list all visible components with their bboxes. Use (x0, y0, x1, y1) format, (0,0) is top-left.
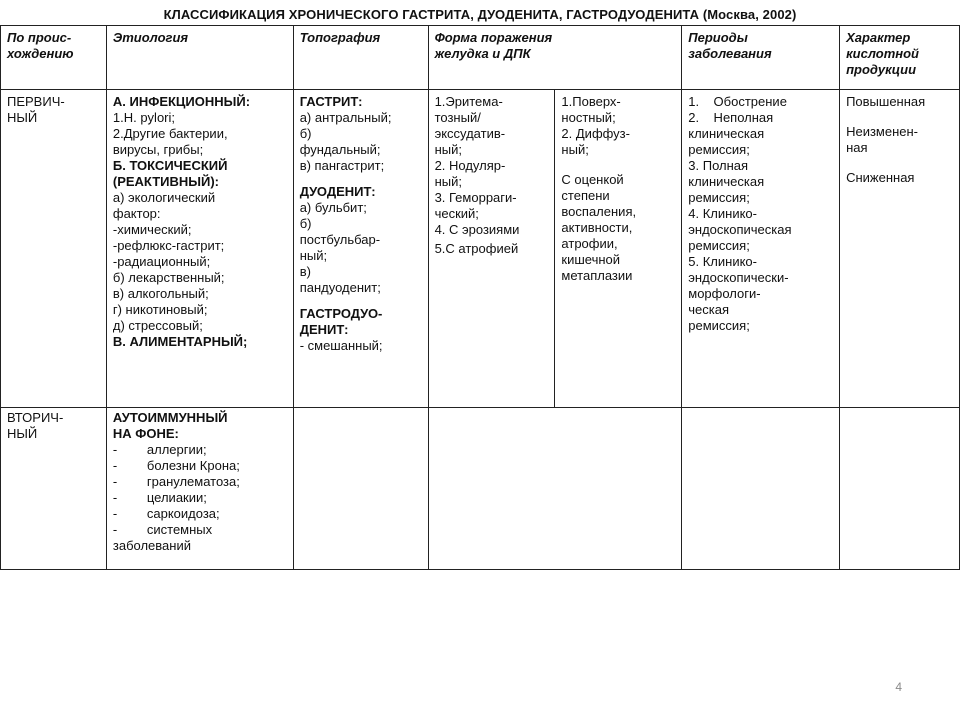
title-year: (Москва, 2002) (702, 7, 797, 22)
secondary-periods-cell (682, 408, 840, 570)
primary-etiology-cell: А. ИНФЕКЦИОННЫЙ: 1.H. pylori; 2.Другие бактерии, вирусы, грибы; Б. ТОКСИЧЕСКИЙ (РЕАКТИВНЫЙ): а) экологический фактор: -химический; -рефлюкс-гастрит; -радиационный; б) лекарственный; в) алкогольный; г) никотиновый; д) стрессовый; В. АЛИМЕНТАРНЫЙ; (106, 90, 293, 408)
secondary-form-cell (428, 408, 682, 570)
list-item: - аллергии; (112, 442, 207, 457)
page-number: 4 (895, 680, 902, 694)
secondary-row (1, 408, 960, 570)
primary-topography-cell: ГАСТРИТ: а) антральный; б) фундальный; в) пангастрит; ДУОДЕНИТ: а) бульбит; б) постбульбар- ный; в) пандуоденит; ГАСТРОДУО- ДЕНИТ: - смешанный; (293, 90, 428, 408)
primary-row (1, 90, 960, 408)
header-periods: Периоды заболевания (682, 26, 840, 90)
slide-title (0, 7, 960, 22)
secondary-acid-cell (840, 408, 960, 570)
header-acid: Характер кислотной продукции (840, 26, 960, 90)
form-morphologic-column: 1.Поверх- ностный; 2. Диффуз- ный; С оценкой степени воспаления, активности, атрофии, кишечной метаплазии (554, 90, 681, 407)
title-text: КЛАССИФИКАЦИЯ ХРОНИЧЕСКОГО ГАСТРИТА, ДУОДЕНИТА, ГАСТРОДУОДЕНИТА (163, 7, 700, 22)
form-endoscopic-column: 1.Эритема- тозный/ экссудатив- ный; 2. Нодуляр- ный; 3. Геморраги- ческий; 4. С эрозиями 5.С атрофией (434, 94, 520, 256)
classification-table (0, 25, 960, 570)
form-subgrid (429, 90, 682, 407)
header-row (1, 26, 960, 90)
list-item: - системных (112, 522, 213, 537)
list-item: - саркоидоза; (112, 506, 220, 521)
primary-acid-cell: Повышенная Неизменен- ная Сниженная (840, 90, 960, 408)
header-etiology: Этиология (106, 26, 293, 90)
secondary-origin-cell: ВТОРИЧ- НЫЙ (1, 408, 107, 570)
primary-origin-cell: ПЕРВИЧ- НЫЙ (1, 90, 107, 408)
list-item: - болезни Крона; (112, 458, 240, 473)
primary-form-cell (428, 90, 682, 408)
classification-table-wrapper (0, 25, 960, 570)
header-topography: Топография (293, 26, 428, 90)
header-origin: По проис- хождению (1, 26, 107, 90)
secondary-topography-cell (293, 408, 428, 570)
primary-periods-cell: 1. Обострение 2. Неполная клиническая ремиссия; 3. Полная клиническая ремиссия; 4. Клинико- эндоскопическая ремиссия; 5. Клинико- эндоскопически- морфологи- ческая ремиссия; (682, 90, 840, 408)
list-item: - гранулематоза; (112, 474, 240, 489)
secondary-etiology-cell: АУТОИММУННЫЙ НА ФОНЕ: - аллергии; - болезни Крона; - гранулематоза; - целиакии; - саркоидоза; - системных заболеваний (106, 408, 293, 570)
header-form: Форма поражения желудка и ДПК (428, 26, 682, 90)
list-item: - целиакии; (112, 490, 207, 505)
